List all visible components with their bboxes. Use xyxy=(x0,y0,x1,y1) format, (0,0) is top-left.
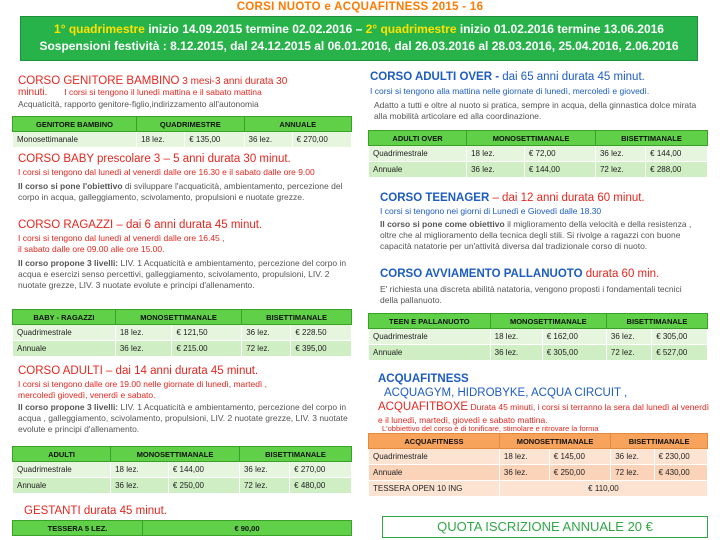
q2-dates: inizio 01.02.2016 termine 13.06.2016 xyxy=(456,22,664,36)
adulti-over-schedule: I corsi si tengono alla mattina nelle giornate di lunedì, mercoledì e giovedì. xyxy=(370,86,650,96)
pallanuoto-desc: E' richiesta una discreta abilità natatoria, vengono proposti i fondamentali tecnici della pallanuoto. xyxy=(380,284,682,305)
quota-iscrizione: QUOTA ISCRIZIONE ANNUALE 20 € xyxy=(382,516,708,538)
table-header: MONOSETTIMANALE xyxy=(115,310,241,325)
baby-desc: Il corso si pone l'obiettivo di sviluppare l'acquaticità, ambientamento, percezione del corpo in acqua, galleggiamento, scivolamento, propulsioni e nuotate grezze. xyxy=(18,181,343,202)
suspensions-line: Sospensioni festività : 8.12.2015, dal 24.12.2015 al 06.01.2016, dal 26.03.2016 al 28.03.2016, 25.04.2016, 2.06.2016 xyxy=(39,39,679,53)
gestanti-heading: GESTANTI durata 45 minut. xyxy=(24,505,167,517)
table-header: BISETTIMANALE xyxy=(242,310,352,325)
genitore-bambino-name: CORSO GENITORE BAMBINO xyxy=(18,75,180,87)
pallanuoto-table xyxy=(368,313,708,361)
table-header: MONOSETTIMANALE xyxy=(111,447,240,462)
table-header: ACQUAFITNESS xyxy=(369,434,500,449)
table-row: Annuale 36 lez. € 250,00 72 lez. € 430,00 xyxy=(369,465,708,481)
table-row: TESSERA OPEN 10 ING € 110,00 xyxy=(369,481,708,497)
table-header: MONOSETTIMANALE xyxy=(499,434,610,449)
gestanti-table xyxy=(12,520,352,536)
table-header: ANNUALE xyxy=(244,117,351,132)
adulti-desc: Il corso propone 3 livelli: LIV. 1 Acquaticità e ambientamento, percezione del corpo in acqua , galleggiamento, scivolamento, propulsioni, LIV. 2 nuotate grezze, LIV. 3 nuotate evolute e principi d'allenamento. xyxy=(18,402,348,434)
table-row: Monosettimanale 18 lez. € 135,00 36 lez. € 270,00 xyxy=(13,132,352,148)
baby-heading: CORSO BABY prescolare 3 – 5 anni durata 30 minut. xyxy=(18,153,291,165)
page-title: CORSI NUOTO e ACQUAFITNESS 2015 - 16 xyxy=(236,1,484,13)
table-row: Annuale 36 lez. € 305,00 72 lez. € 527,00 xyxy=(369,345,708,361)
adulti-over-table xyxy=(368,130,708,178)
pallanuoto-heading: CORSO AVVIAMENTO PALLANUOTO durata 60 min. xyxy=(380,268,660,280)
adulti-table xyxy=(12,446,352,494)
ragazzi-schedule-2: il sabato dalle ore 09.00 alle ore 15.00. xyxy=(18,244,165,254)
teenager-schedule: I corsi si tengono nei giorni di Lunedì e Giovedì dalle 18.30 xyxy=(380,206,602,216)
table-row: Annuale 36 lez. € 250,00 72 lez. € 480,00 xyxy=(13,478,352,494)
table-row: Quadrimestrale 18 lez. € 121,50 36 lez. € 228.50 xyxy=(13,325,352,341)
ragazzi-heading: CORSO RAGAZZI – dai 6 anni durata 45 minut. xyxy=(18,219,263,231)
table-row: Quadrimestrale 18 lez. € 144,00 36 lez. € 270,00 xyxy=(13,462,352,478)
table-row: Annuale 36 lez. € 215.00 72 lez. € 395,00 xyxy=(13,341,352,357)
teenager-desc: Il corso si pone come obiettivo il miglioramento della velocità e della resistenza , oltre che al miglioramento della tecnica degli stili. Si rivolge a ragazzi con buone capacità natatorie per un'attività diversa dal tradizionale corso di nuoto. xyxy=(380,219,692,251)
table-row: Annuale 36 lez. € 144,00 72 lez. € 288,00 xyxy=(369,162,708,178)
table-header: BISETTIMANALE xyxy=(606,314,707,329)
genitore-bambino-detail2: minuti. xyxy=(18,87,48,98)
acquafitness-table xyxy=(368,433,708,497)
table-header: BABY - RAGAZZI xyxy=(13,310,116,325)
table-header: TEEN E PALLANUOTO xyxy=(369,314,491,329)
acquafitness-list-1: ACQUAGYM, HIDROBYKE, ACQUA CIRCUIT , xyxy=(384,387,628,399)
q1-dates: inizio 14.09.2015 termine 02.02.2016 – xyxy=(144,22,366,36)
table-header: MONOSETTIMANALE xyxy=(490,314,606,329)
adulti-heading: CORSO ADULTI – dai 14 anni durata 45 minut. xyxy=(18,365,259,377)
table-row: Quadrimestrale 18 lez. € 72,00 36 lez. € 144,00 xyxy=(369,146,708,162)
dates-banner xyxy=(20,16,698,61)
ragazzi-schedule-1: I corsi si tengono dal lunedì al venerdì dalle ore 16.45 , xyxy=(18,233,225,243)
table-header: BISETTIMANALE xyxy=(611,434,708,449)
table-header: BISETTIMANALE xyxy=(239,447,351,462)
quadrimestre-line xyxy=(21,21,697,38)
acquafitness-goal: L'obbiettivo del corso è di tonificare, stimolare e ritrovare la forma xyxy=(382,424,599,433)
genitore-bambino-schedule-line xyxy=(18,87,348,99)
table-header: MONOSETTIMANALE xyxy=(467,131,596,146)
acquafitness-schedule-block: ACQUAFITBOXE Durata 45 minuti, i corsi si terranno la sera dal lunedì al venerdì e il lunedì, martedì, giovedì e sabato mattina. xyxy=(378,401,710,425)
genitore-bambino-table xyxy=(12,116,352,148)
table-row: TESSERA 5 LEZ. € 90,00 xyxy=(13,521,352,536)
adulti-schedule-2: mercoledì giovedì, venerdì e sabato. xyxy=(18,390,156,400)
teenager-heading: CORSO TEENAGER – dai 12 anni durata 60 minut. xyxy=(380,192,645,204)
baby-schedule: I corsi si tengono dal lunedì al venerdì dalle ore 16.30 e il sabato dalle ore 9.00 xyxy=(18,167,315,177)
genitore-bambino-schedule: I corsi si tengono il lunedì mattina e il sabato mattina xyxy=(64,87,262,97)
adulti-over-desc: Adatto a tutti e oltre al nuoto si pratica, sempre in acqua, della ginnastica dolce mirata alla mobilità articolare ed alla coordinazione. xyxy=(374,100,697,121)
adulti-schedule-1: I corsi si tengono dalle ore 19.00 nelle giornate di lunedì, martedì , xyxy=(18,379,268,389)
q2-label: 2° quadrimestre xyxy=(365,22,457,36)
acquafitness-heading: ACQUAFITNESS xyxy=(378,373,469,385)
ragazzi-table xyxy=(12,309,352,357)
genitore-bambino-desc: Acquaticità, rapporto genitore-figlio,indirizzamento all'autonomia xyxy=(18,99,259,109)
genitore-bambino-detail: 3 mesi-3 anni durata 30 xyxy=(179,76,288,87)
q1-label: 1° quadrimestre xyxy=(54,22,145,36)
table-header: GENITORE BAMBINO xyxy=(13,117,137,132)
table-row: Quadrimestrale 18 lez. € 145,00 36 lez. € 230,00 xyxy=(369,449,708,465)
adulti-over-heading: CORSO ADULTI OVER - dai 65 anni durata 45 minut. xyxy=(370,71,645,83)
table-header: QUADRIMESTRE xyxy=(137,117,244,132)
ragazzi-desc: Il corso propone 3 livelli: LIV. 1 Acquaticità e ambientamento, percezione del corpo in acqua e esercizi senso percettivi, galleggiamento, scivolamento, propulsioni, LIV. 2 nuotate grezze, LIV. 3 nuotate evolute e principi d'allenamento. xyxy=(18,258,347,290)
table-header: ADULTI xyxy=(13,447,111,462)
table-row: Quadrimestrale 18 lez. € 162,00 36 lez. € 305,00 xyxy=(369,329,708,345)
table-header: ADULTI OVER xyxy=(369,131,467,146)
table-header: BISETTIMANALE xyxy=(595,131,707,146)
